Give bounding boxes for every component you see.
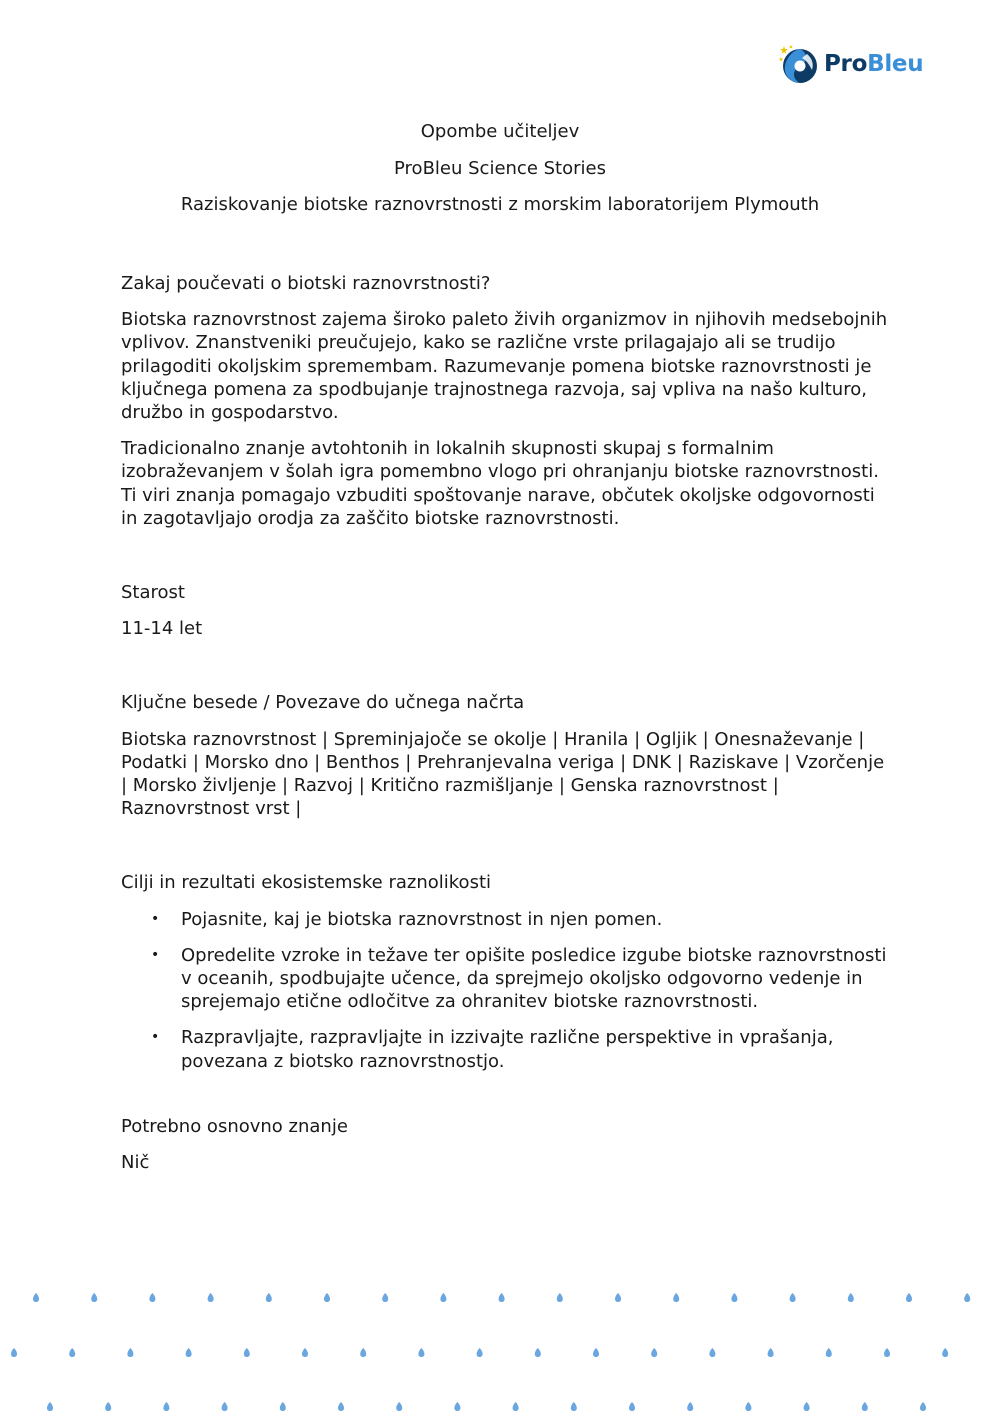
drop-icon [615,1293,621,1302]
drop-icon [651,1348,657,1357]
why-heading: Zakaj poučevati o biotski raznovrstnosti? [121,273,491,294]
drop-icon [709,1348,715,1357]
drop-icon [302,1348,308,1357]
logo-text-pro: Pro [824,51,868,77]
drop-icon [324,1293,330,1302]
drop-icon [127,1348,133,1357]
list-item [121,908,891,931]
drop-icon [360,1348,366,1357]
age-heading: Starost [121,582,185,604]
drop-icon [964,1293,970,1302]
drop-icon [105,1402,111,1411]
drop-icon [557,1293,563,1302]
knowledge-heading: Potrebno osnovno znanje [121,1115,348,1137]
drop-icon [790,1293,796,1302]
drop-icon [244,1348,250,1357]
bullet: • [151,1029,160,1046]
drop-icon [477,1348,483,1357]
logo-text-bleu: Bleu [867,51,924,77]
header-series: ProBleu Science Stories [394,157,606,179]
drop-icon [208,1293,214,1302]
drop-icon [91,1293,97,1302]
drop-icon [687,1402,693,1411]
keywords-text: Biotska raznovrstnost | Spreminjajoče se okolje | Hranila | Ogljik | Onesnaževanje | Podatki | Morsko dno | Benthos | Prehranjevalna veriga | DNK | Raziskave | Vzorčenje | Morsko življenje | Razvoj | Kritično razmišljanje | Genska raznovrstnost | Raznovrstnost vrst | [121,728,885,820]
probleu-logo-text [824,51,923,77]
goals-heading: Cilji in rezultati ekosistemske raznolikosti [121,872,492,894]
drop-icon [535,1348,541,1357]
document-header [0,118,1000,228]
drop-icon [47,1402,53,1411]
why-paragraph-2: Tradicionalno znanje avtohtonih in lokalnih skupnosti skupaj s formalnim izobraževanjem v šolah igra pomembno vlogo pri ohranjanju biotske raznovrstnosti. Ti viri znanja pomagajo vzbuditi spoštovanje narave, občutek okoljske odgovornosti in zagotavljajo orodja za zaščito biotske raznovrstnosti. [121,438,879,529]
bullet: • [151,946,160,963]
drop-icon [69,1348,75,1357]
drop-icon [920,1402,926,1411]
drop-icon [629,1402,635,1411]
drop-icon [454,1402,460,1411]
goal-text: Razpravljajte, razpravljajte in izzivajte različne perspektive in vprašanja, povezana z biotsko raznovrstnostjo. [181,1027,834,1072]
drop-icon [266,1293,272,1302]
drop-icon [149,1293,155,1302]
header-title: Opombe učiteljev [420,121,580,142]
drop-icon [906,1293,912,1302]
header-subtitle: Raziskovanje biotske raznovrstnosti z morskim laboratorijem Plymouth [180,194,820,215]
drop-icon [280,1402,286,1411]
drop-icon [513,1402,519,1411]
drop-icon [163,1402,169,1411]
probleu-logo-icon [778,44,818,84]
drop-icon [884,1348,890,1357]
goal-text: Pojasnite, kaj je biotska raznovrstnost in njen pomen. [181,908,663,930]
list-item [121,944,891,1014]
drop-icon [731,1293,737,1302]
drop-icon [499,1293,505,1302]
drop-icon [418,1348,424,1357]
knowledge-value: Nič [121,1152,150,1174]
drop-icon [826,1348,832,1357]
probleu-logo [778,42,928,86]
decorative-drop-pattern [0,1280,1000,1415]
drop-icon [745,1402,751,1411]
drop-icon [768,1348,774,1357]
drop-icon [571,1402,577,1411]
drop-icon [338,1402,344,1411]
drop-icon [673,1293,679,1302]
document-body [121,272,891,1174]
why-paragraph-1: Biotska raznovrstnost zajema široko paleto živih organizmov in njihovih medsebojnih vplivov. Znanstveniki preučujejo, kako se različne vrste prilagajajo ali se trudijo prilagoditi okoljskim spremembam. Razumevanje pomena biotske raznovrstnosti je ključnega pomena za spodbujanje trajnostnega razvoja, saj vpliva na našo kulturo, družbo in gospodarstvo. [121,309,888,424]
drop-icon [862,1402,868,1411]
drop-icon [440,1293,446,1302]
keywords-heading: Ključne besede / Povezave do učnega načrta [121,692,525,714]
drop-icon [593,1348,599,1357]
drop-icon [804,1402,810,1411]
drop-icon [382,1293,388,1302]
drop-icon [222,1402,228,1411]
drop-icon [11,1348,17,1357]
goals-list [121,908,891,1073]
drop-icon [396,1402,402,1411]
age-value: 11-14 let [121,618,203,640]
goal-text: Opredelite vzroke in težave ter opišite posledice izgube biotske raznovrstnosti v oceanih, spodbujajte učence, da sprejmejo okoljsko odgovorno vedenje in sprejemajo etične odločitve za ohranitev biotske raznovrstnosti. [181,944,887,1013]
drop-icon [942,1348,948,1357]
bullet: • [151,910,160,927]
drop-icon [848,1293,854,1302]
list-item [121,1026,891,1072]
drop-icon [186,1348,192,1357]
drop-icon [33,1293,39,1302]
